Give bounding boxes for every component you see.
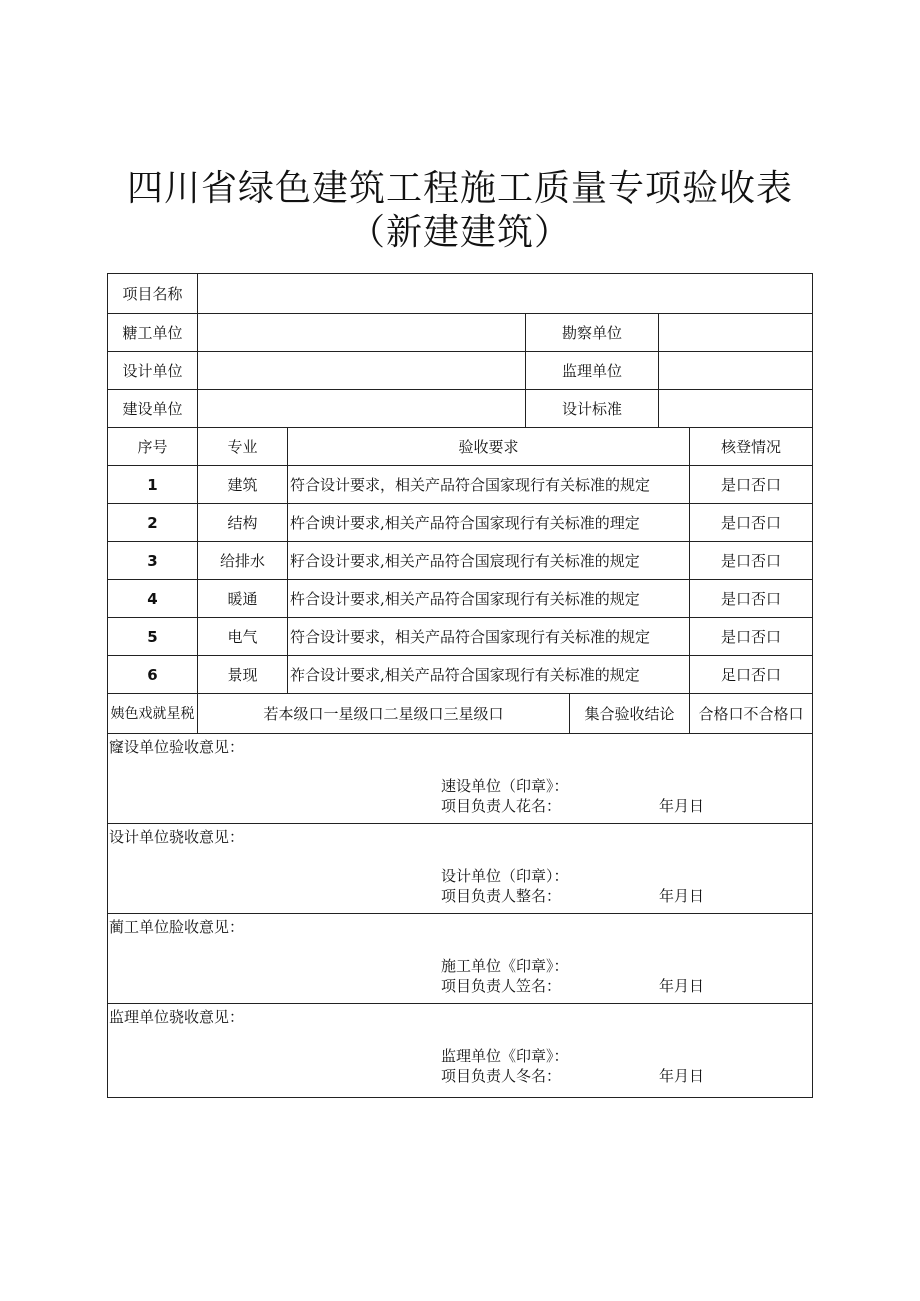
table-row [108,504,813,542]
seal-label: 设计单位（印章）： [441,867,569,885]
signature-label: 项目负责人笠名： [441,977,562,995]
table-row [108,466,813,504]
acceptance-form-table [107,273,813,1098]
row-discipline: 电气 [198,618,288,656]
form-title: 四川省绿色建筑工程施工质量专项验收表 [126,168,793,209]
row-requirement: 符合设计要求，相关产品符合国家现行有关标准的规定 [288,466,690,504]
row-requirement: 符合设计要求，相关产品符合国家现行有关标准的规定 [288,618,690,656]
conclusion-label: 集合验收结论 [570,694,690,734]
row-number: 3 [108,542,198,580]
row-status-checkboxes[interactable]: 足口否口 [690,656,813,694]
row-status-checkboxes[interactable]: 是口否口 [690,504,813,542]
opinion-signature-block [441,956,569,996]
date-label: 年月日 [659,797,705,815]
design-standard-label: 设计标准 [526,390,659,428]
design-unit-opinion[interactable] [108,824,813,914]
row-status-checkboxes[interactable]: 是口否口 [690,618,813,656]
supervision-unit-field[interactable] [659,352,813,390]
seq-header: 序号 [108,428,198,466]
star-rating-label: 姨色戏就星税 [108,694,198,734]
table-row [108,542,813,580]
row-number: 6 [108,656,198,694]
requirement-header: 验收要求 [288,428,690,466]
design-unit-field[interactable] [198,352,526,390]
row-requirement: 籽合设计要求,相关产品符合国宸现行有关标准的规定 [288,542,690,580]
project-name-row [108,274,813,314]
row-discipline: 暖通 [198,580,288,618]
table-row [108,580,813,618]
row-status-checkboxes[interactable]: 是口否口 [690,466,813,504]
build-row [108,390,813,428]
row-number: 2 [108,504,198,542]
build-unit-opinion-row [108,734,813,824]
build-unit-field[interactable] [198,390,526,428]
design-row [108,352,813,390]
row-number: 4 [108,580,198,618]
build-unit-opinion[interactable] [108,734,813,824]
row-number: 5 [108,618,198,656]
opinion-signature-block [441,776,569,816]
row-discipline: 景现 [198,656,288,694]
design-standard-field[interactable] [659,390,813,428]
opinion-signature-block [441,866,569,906]
signature-label: 项目负责人冬名： [441,1067,562,1085]
row-discipline: 建筑 [198,466,288,504]
supervision-unit-label: 监理单位 [526,352,659,390]
row-requirement: 祚合设计要求,相关产品符合国家现行有关标准的规定 [288,656,690,694]
survey-unit-label: 勘察单位 [526,314,659,352]
discipline-header: 专业 [198,428,288,466]
row-requirement: 杵合谀计要求,相关产品符合国家现行有关标准的理定 [288,504,690,542]
form-subtitle: （新建建筑） [348,212,571,253]
opinion-label: 蔺工单位脸收意见： [109,918,245,936]
seal-label: 速设单位（印章》： [441,777,569,795]
build-unit-label: 建设单位 [108,390,198,428]
date-label: 年月日 [659,977,705,995]
table-row [108,618,813,656]
seal-label: 监理单位《印章》： [441,1047,569,1065]
signature-label: 项目负责人整名： [441,887,562,905]
supervision-unit-opinion-row [108,1004,813,1098]
opinion-label: 设计单位骁收意见： [109,828,245,846]
date-label: 年月日 [659,887,705,905]
project-name-field[interactable] [198,274,813,314]
row-discipline: 给排水 [198,542,288,580]
opinion-label: 窿设单位验收意见： [109,738,245,756]
star-rating-options[interactable]: 若本级口一星级口二星级口三星级口 [198,694,570,734]
seal-label: 施工单位《印章》： [441,957,569,975]
row-number: 1 [108,466,198,504]
design-unit-label: 设计单位 [108,352,198,390]
construction-unit-opinion[interactable] [108,914,813,1004]
construction-unit-label: 糖工单位 [108,314,198,352]
construction-unit-opinion-row [108,914,813,1004]
status-header: 核登情况 [690,428,813,466]
supervision-unit-opinion[interactable] [108,1004,813,1098]
row-status-checkboxes[interactable]: 是口否口 [690,580,813,618]
construction-row [108,314,813,352]
table-row [108,656,813,694]
opinion-signature-block [441,1046,569,1086]
signature-label: 项目负责人花名： [441,797,562,815]
row-discipline: 结构 [198,504,288,542]
survey-unit-field[interactable] [659,314,813,352]
conclusion-options[interactable]: 合格口不合格口 [690,694,813,734]
construction-unit-field[interactable] [198,314,526,352]
project-name-label: 项目名称 [108,274,198,314]
star-rating-row [108,694,813,734]
table-header-row [108,428,813,466]
design-unit-opinion-row [108,824,813,914]
row-requirement: 杵合设计要求,相关产品符合国家现行有关标准的规定 [288,580,690,618]
row-status-checkboxes[interactable]: 是口否口 [690,542,813,580]
date-label: 年月日 [659,1067,705,1085]
opinion-label: 监理单位骁收意见： [109,1008,245,1026]
